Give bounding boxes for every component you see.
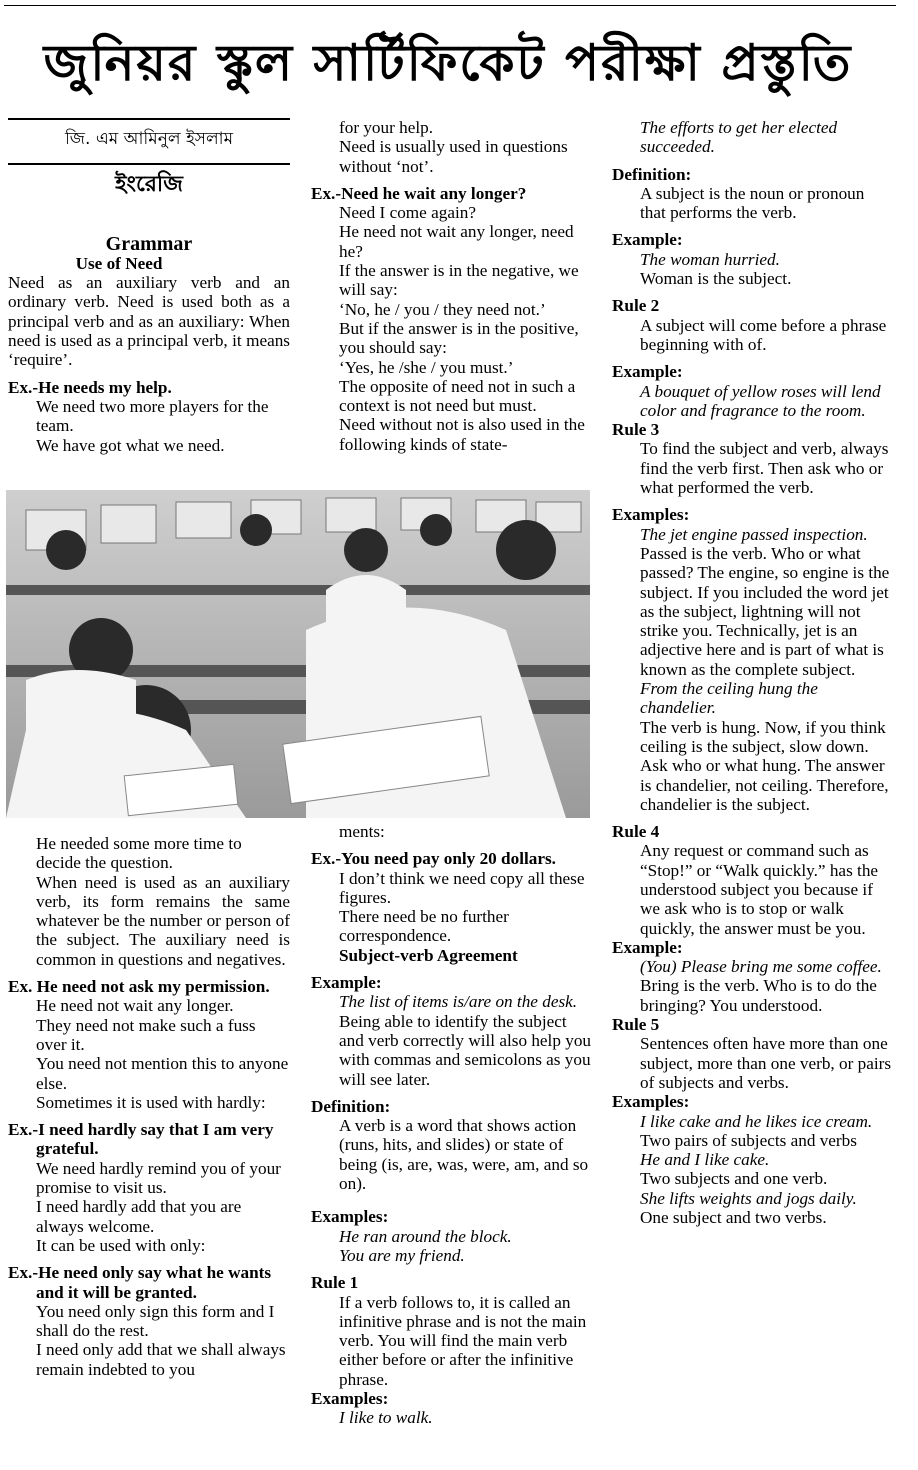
example-line: We need two more players for the team.	[36, 396, 269, 436]
section-title: Grammar	[105, 232, 193, 255]
text-line: You need only sign this form and I shall do the rest.	[36, 1301, 275, 1341]
text-line: The verb is hung. Now, if you think ceiling is the subject, slow down. Ask who or what hung. The answer is chandelier, not ceiling. Therefore, chandelier is the subject.	[640, 717, 889, 814]
text-line: A verb is a word that shows action (runs, hits, and slides) or state of being (is, are, was, were, am, and so on).	[339, 1116, 589, 1194]
subsection-title: Subject-verb Agreement	[339, 945, 518, 965]
text-line: I need hardly add that you are always welcome.	[36, 1197, 242, 1236]
examples-heading: Examples:	[311, 1389, 389, 1409]
rule-heading: Rule 4	[612, 822, 660, 842]
text-line: You need not mention this to anyone else.	[36, 1054, 289, 1093]
example-line: The list of items is/are on the desk.	[339, 992, 578, 1012]
text-line: for your help.	[339, 118, 434, 137]
text-line: A subject is the noun or pronoun that performs the verb.	[640, 183, 865, 223]
text-line: If a verb follows to, it is called an infinitive phrase and is not the main verb. You will find the main verb either before or after the infinitive phrase.	[339, 1292, 587, 1389]
text-line: Sentences often have more than one subject, more than one verb, or pairs of subjects and verbs.	[640, 1034, 892, 1092]
author-byline: জি. এম আমিনুল ইসলাম	[64, 129, 234, 149]
text-line: One subject and two verbs.	[640, 1208, 827, 1228]
text-line: If the answer is in the negative, we will say:	[339, 261, 579, 300]
example-heading: Example:	[612, 362, 683, 382]
text-line: It can be used with only:	[36, 1235, 206, 1255]
text-line: Need is usually used in questions without ‘not’.	[339, 137, 568, 176]
example-line: The jet engine passed inspection.	[640, 524, 868, 544]
text-line: I don’t think we need copy all these figures.	[339, 868, 585, 907]
example-heading: Ex.-He need only say what he wants and it will be granted.	[8, 1263, 272, 1302]
text-line: Passed is the verb. Who or what passed? The engine, so engine is the subject. If you included the word jet as the subject, lightning will not strike you. Technically, jet is an adjective here and is part of what is known as the complete subject.	[640, 543, 890, 679]
text-line: To find the subject and verb, always find the verb first. Then ask who or what performed the verb.	[640, 439, 889, 498]
page-masthead: জুনিয়র স্কুল সার্টিফিকেট পরীক্ষা প্রস্তুতি	[43, 34, 853, 92]
text-line: Sometimes it is used with hardly:	[36, 1092, 266, 1112]
text-line: They need not make such a fuss over it.	[36, 1015, 256, 1054]
example-line: You are my friend.	[339, 1245, 465, 1265]
text-line: There need be no further correspondence.	[339, 907, 509, 946]
example-heading: Example:	[311, 973, 382, 993]
definition-heading: Definition:	[612, 164, 692, 184]
text-line: He needed some more time to decide the question.	[36, 834, 242, 873]
text-line: He need not wait any longer.	[36, 996, 234, 1016]
text-line: Two pairs of subjects and verbs	[640, 1130, 857, 1150]
text-line: Being able to identify the subject and verb correctly will also help you with commas and semicolons as you will see later.	[339, 1011, 592, 1089]
example-line: We have got what we need.	[36, 435, 225, 455]
example-line: A bouquet of yellow roses will lend color and fragrance to the room.	[640, 381, 881, 420]
examples-heading: Examples:	[311, 1207, 389, 1227]
example-heading: Ex. He need not ask my permission.	[8, 977, 270, 997]
column-2-top	[311, 118, 593, 454]
rule-heading: Rule 5	[612, 1015, 660, 1035]
examples-heading: Examples:	[612, 1092, 690, 1112]
text-line: But if the answer is in the positive, you should say:	[339, 318, 579, 358]
example-heading: Ex.-I need hardly say that I am very grateful.	[8, 1120, 274, 1159]
text-line: ‘No, he / you / they need not.’	[339, 299, 546, 319]
column-3	[612, 118, 894, 1227]
text-line: Any request or command such as “Stop!” or “Walk quickly.” has the understood subject you because if we ask who is to stop or walk quickly, the answer must be you.	[640, 841, 879, 938]
example-line: The efforts to get her elected succeeded.	[640, 118, 838, 157]
rule-heading: Rule 3	[612, 420, 660, 440]
example-line: I like cake and he likes ice cream.	[640, 1111, 873, 1131]
example-line: He ran around the block.	[339, 1226, 512, 1246]
text-line: I need only add that we shall always remain indebted to you	[36, 1340, 286, 1379]
example-line: (You) Please bring me some coffee.	[640, 957, 882, 977]
column-1-top	[8, 118, 290, 455]
section-subtitle: Use of Need	[75, 253, 163, 273]
example-line: The woman hurried.	[640, 249, 780, 269]
example-heading: Ex.-Need he wait any longer?	[311, 183, 527, 203]
intro-paragraph: Need as an auxiliary verb and an ordinary verb. Need is used both as a principal verb and as an auxiliary: When need is used as a principal verb, it means ‘require’.	[8, 273, 290, 370]
text-line: Need without not is also used in the following kinds of state-	[339, 415, 585, 454]
rule-heading: Rule 2	[612, 296, 660, 316]
text-line: Need I come again?	[339, 203, 476, 223]
example-heading: Ex.-He needs my help.	[8, 377, 172, 397]
text-line: The opposite of need not in such a context is not need but must.	[339, 376, 576, 416]
examples-heading: Examples:	[612, 505, 690, 525]
example-heading: Example:	[612, 937, 683, 957]
text-line: ‘Yes, he /she / you must.’	[339, 357, 514, 377]
definition-heading: Definition:	[311, 1096, 391, 1116]
text-line: We need hardly remind you of your promise to visit us.	[36, 1158, 281, 1198]
text-line: Two subjects and one verb.	[640, 1169, 828, 1189]
text-line: A subject will come before a phrase beginning with of.	[640, 315, 887, 354]
example-line: I like to walk.	[339, 1408, 433, 1428]
example-heading: Example:	[612, 230, 683, 250]
top-rule	[4, 5, 896, 6]
example-line: He and I like cake.	[640, 1150, 770, 1170]
column-1-bottom	[8, 834, 290, 1379]
example-heading: Ex.-You need pay only 20 dollars.	[311, 849, 556, 869]
example-line: She lifts weights and jogs daily.	[640, 1188, 857, 1208]
text-paragraph: When need is used as an auxiliary verb, its form remains the same whatever be the number or person of the subject. The auxiliary need is common in questions and negatives.	[36, 872, 290, 969]
text-line: He need not wait any longer, need he?	[339, 222, 574, 261]
column-2-bottom	[311, 822, 593, 1428]
text-line: Bring is the verb. Who is to do the bringing? You understood.	[640, 976, 877, 1015]
text-line: ments:	[339, 822, 385, 841]
text-line: Woman is the subject.	[640, 269, 792, 289]
exam-hall-photo	[6, 490, 590, 818]
example-line: From the ceiling hung the chandelier.	[640, 679, 818, 718]
rule-heading: Rule 1	[311, 1273, 359, 1293]
subject-label: ইংরেজি	[115, 172, 183, 198]
